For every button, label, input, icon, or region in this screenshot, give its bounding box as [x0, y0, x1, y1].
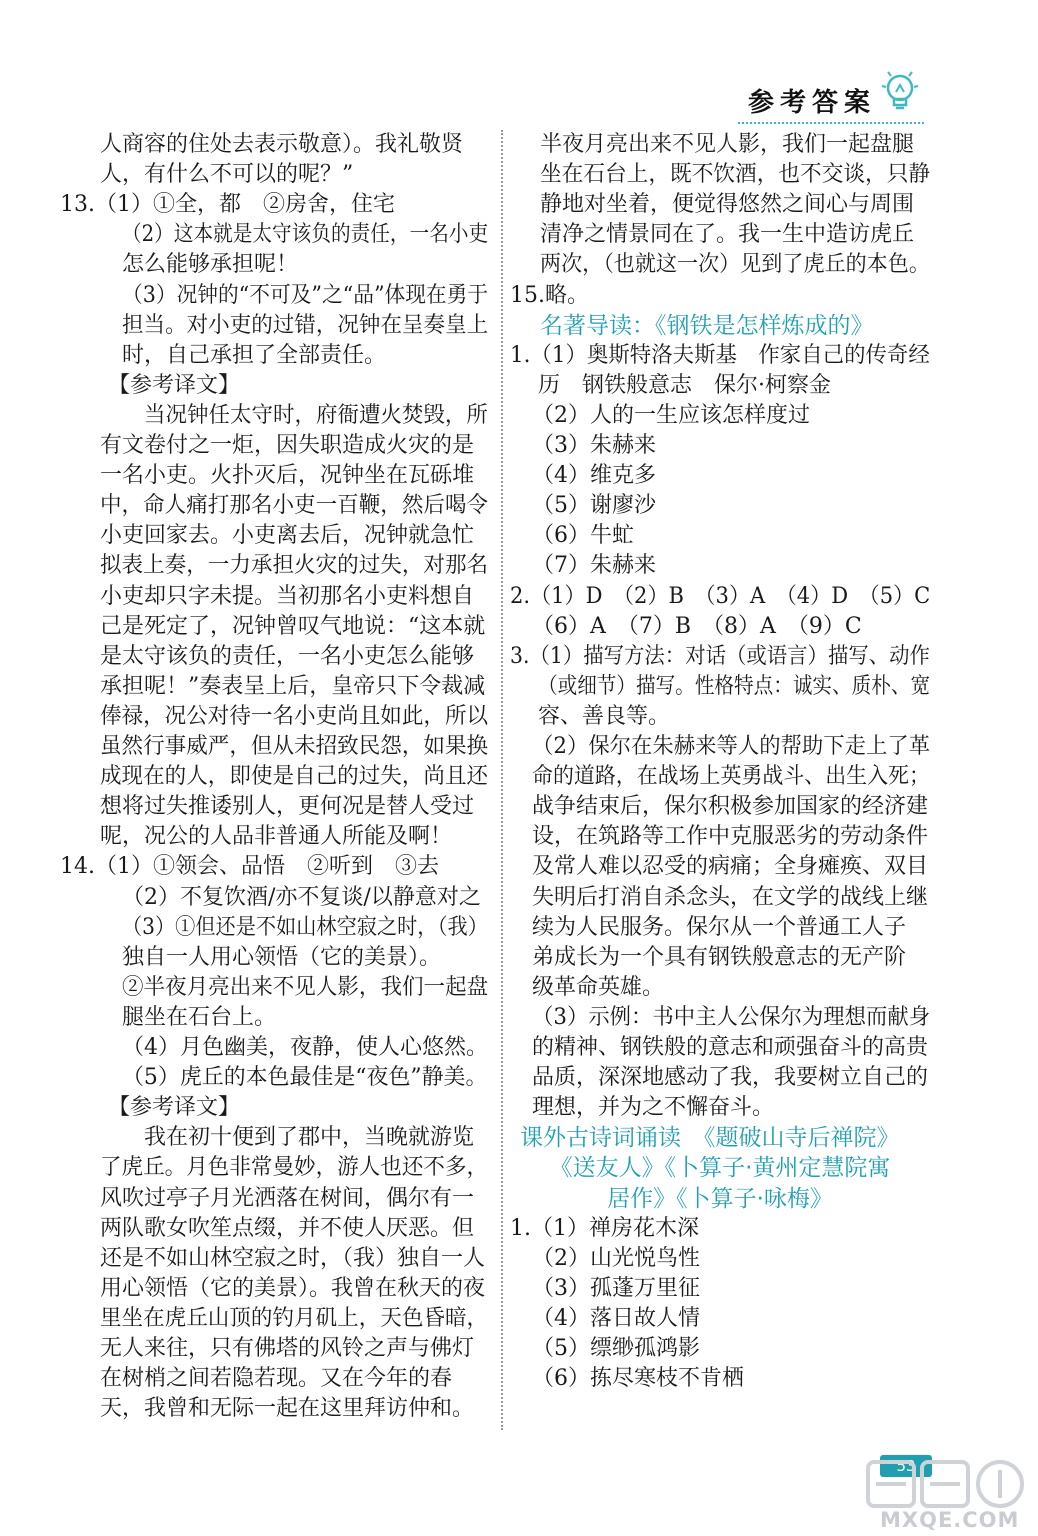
text-line: （2）这本就是太守该负的责任，一名小吏 [122, 222, 489, 248]
text-line: 14.（1）①领会、品悟 ②听到 ③去 [60, 854, 439, 880]
text-line: 有文卷付之一炬，因失职造成火灾的是 [100, 433, 475, 458]
text-line: 2.（1）D （2）B （3）A （4）D （5）C [510, 583, 931, 609]
text-line: 里坐在虎丘山顶的钓月矶上，天色昏暗， [100, 1305, 489, 1331]
text-line: 人商容的住处去表示敬意）。我礼敬贤 [100, 132, 464, 157]
text-line: 15.略。 [510, 282, 589, 308]
text-line: （2）山光悦鸟性 [532, 1245, 700, 1271]
text-line: 承担呢！”奏表呈上后，皇帝只下令裁减 [100, 673, 486, 699]
page-number: 53 [880, 1455, 932, 1477]
text-line: 两队歌女吹笙点缀，并不使人厌恶。但 [100, 1215, 475, 1241]
text-line: 了虎丘。月色非常曼妙，游人也还不多， [100, 1155, 489, 1181]
header-divider [738, 122, 924, 124]
text-line: 一名小吏。火扑灭后，况钟坐在瓦砾堆 [100, 463, 475, 489]
text-line: （3）朱赫来 [532, 433, 656, 458]
page-title: 参考答案 [748, 88, 877, 118]
text-line: ②半夜月亮出来不见人影，我们一起盘 [122, 974, 489, 1000]
text-line: （4）维克多 [532, 463, 656, 489]
text-line: （5）缥缈孤鸿影 [532, 1336, 700, 1361]
text-line: （3）况钟的“不可及”之“品”体现在勇于 [122, 282, 489, 308]
text-line: 腿坐在石台上。 [122, 1004, 277, 1030]
text-line: 想将过失推诿别人，更何况是替人受过 [100, 794, 475, 820]
text-line: 的精神、钢铁般的意志和顽强奋斗的高贵 [532, 1035, 929, 1060]
text-line: 弟成长为一个具有钢铁般意志的无产阶 [532, 944, 907, 970]
text-line: 品质，深深地感动了我，我要树立自己的 [532, 1065, 929, 1091]
text-line: 怎么能够承担呢！ [122, 252, 299, 278]
text-line: 中，命人痛打那名小吏一百鞭，然后喝令 [100, 493, 489, 519]
text-line: 设，在筑路等工作中克服恶劣的劳动条件 [532, 824, 929, 850]
text-line: 成现在的人，即使是自己的过失，尚且还 [100, 764, 489, 790]
text-line: （5）虎丘的本色最佳是“夜色”静美。 [122, 1065, 488, 1091]
text-line: 名著导读：《钢铁是怎样炼成的》 [540, 312, 874, 339]
text-line: （5）谢廖沙 [532, 493, 656, 519]
text-line: （或细节）描写。性格特点：诚实、质朴、宽 [538, 673, 931, 699]
text-line: 战争结束后，保尔积极参加国家的经济建 [532, 794, 929, 820]
text-line: 理想，并为之不懈奋斗。 [532, 1095, 775, 1121]
text-line: 静地对坐着，便觉得悠然之间心与周围 [540, 192, 915, 218]
text-line: （6）拣尽寒枝不肯栖 [532, 1366, 744, 1392]
text-line: （2）保尔在朱赫来等人的帮助下走上了革 [532, 734, 931, 759]
page-header [0, 0, 1038, 120]
text-line: 1.（1）禅房花木深 [510, 1215, 699, 1241]
text-line: （7）朱赫来 [532, 553, 656, 579]
text-line: 时，自己承担了全部责任。 [122, 342, 387, 368]
text-line: 及常人难以忍受的病痛；全身瘫痪、双目 [532, 854, 929, 880]
text-line: 居作》《卜算子·咏梅》 [607, 1185, 833, 1212]
text-line: （2）人的一生应该怎样度过 [532, 402, 810, 428]
text-line: 风吹过亭子月光洒落在树间，偶尔有一 [100, 1185, 475, 1211]
text-line: 担当。对小吏的过错，况钟在呈奏皇上 [122, 312, 489, 338]
text-line: （2）不复饮酒/亦不复谈/以静意对之 [122, 884, 481, 910]
text-line: 小吏却只字未提。当初那名小吏料想自 [100, 583, 475, 609]
text-line: 清净之情景同在了。我一生中造访虎丘 [540, 222, 915, 248]
text-line: 独自一人用心领悟（它的美景）。 [122, 944, 442, 970]
text-line: 命的道路，在战场上英勇战斗、出生入死； [532, 764, 930, 790]
text-line: 我在初十便到了郡中，当晚就游览 [144, 1125, 475, 1151]
text-line: 失明后打消自杀念头，在文学的战线上继 [532, 884, 929, 910]
text-line: 续为人民服务。保尔从一个普通工人子 [532, 914, 907, 940]
text-line: 还是不如山林空寂之时，（我）独自一人 [100, 1245, 486, 1271]
text-line: 1.（1）奥斯特洛夫斯基 作家自己的传奇经 [510, 342, 930, 368]
text-line: （3）孤蓬万里征 [532, 1275, 700, 1301]
text-line: 用心领悟（它的美景）。我曾在秋天的夜 [100, 1275, 486, 1301]
text-line: 无人来往，只有佛塔的风铃之声与佛灯 [100, 1336, 475, 1361]
text-line: 两次，（也就这一次）见到了虎丘的本色。 [540, 252, 930, 278]
text-line: 历 钢铁般意志 保尔·柯察金 [538, 372, 831, 398]
text-line: 级革命英雄。 [532, 974, 665, 1000]
text-line: 己是死定了，况钟曾叹气地说：“这本就 [100, 613, 486, 639]
text-line: （3）示例：书中主人公保尔为理想而献身 [532, 1004, 931, 1030]
text-line: 虽然行事威严，但从未招致民怨，如果换 [100, 734, 489, 759]
text-line: 在树梢之间若隐若现。又在今年的春 [100, 1366, 453, 1392]
text-line: 课外古诗词诵读 《题破山寺后禅院》 [520, 1125, 900, 1152]
text-line: 拟表上奏，一力承担火灾的过失，对那名 [100, 553, 489, 579]
text-line: 坐在石台上，既不饮酒，也不交谈，只静 [540, 162, 931, 188]
text-line: 【参考译文】 [108, 1095, 241, 1121]
text-line: （3）①但还是不如山林空寂之时，（我） [122, 914, 488, 940]
text-line: 俸禄，况公对待一名小吏尚且如此，所以 [100, 703, 489, 729]
text-line: 人，有什么不可以的呢？” [100, 162, 354, 188]
text-line: 天，我曾和无际一起在这里拜访仲和。 [100, 1396, 475, 1422]
text-line: 呢，况公的人品非普通人所能及啊！ [100, 824, 453, 850]
watermark-url: MXQE.COM [880, 1508, 1020, 1532]
text-line: （4）落日故人情 [532, 1305, 700, 1331]
text-line: （4）月色幽美，夜静，使人心悠然。 [122, 1035, 488, 1060]
text-line: 半夜月亮出来不见人影，我们一起盘腿 [540, 132, 915, 157]
text-line: 【参考译文】 [108, 372, 241, 398]
text-line: 是太守该负的责任，一名小吏怎么能够 [100, 643, 475, 669]
text-line: 《送友人》《卜算子·黄州定慧院寓 [549, 1155, 891, 1182]
text-line: 当况钟任太守时，府衙遭火焚毁，所 [144, 402, 488, 428]
text-line: （6）牛虻 [532, 523, 634, 549]
text-line: 13.（1）①全，都 ②房舍，住宅 [60, 192, 395, 218]
column-divider [501, 130, 503, 1430]
text-line: 小吏回家去。小吏离去后，况钟就急忙 [100, 523, 475, 549]
text-line: （6）A （7）B （8）A （9）C [532, 613, 862, 639]
lightbulb-icon [880, 68, 920, 114]
text-line: 容、善良等。 [538, 703, 671, 729]
text-line: 3.（1）描写方法：对话（或语言）描写、动作 [510, 643, 930, 669]
